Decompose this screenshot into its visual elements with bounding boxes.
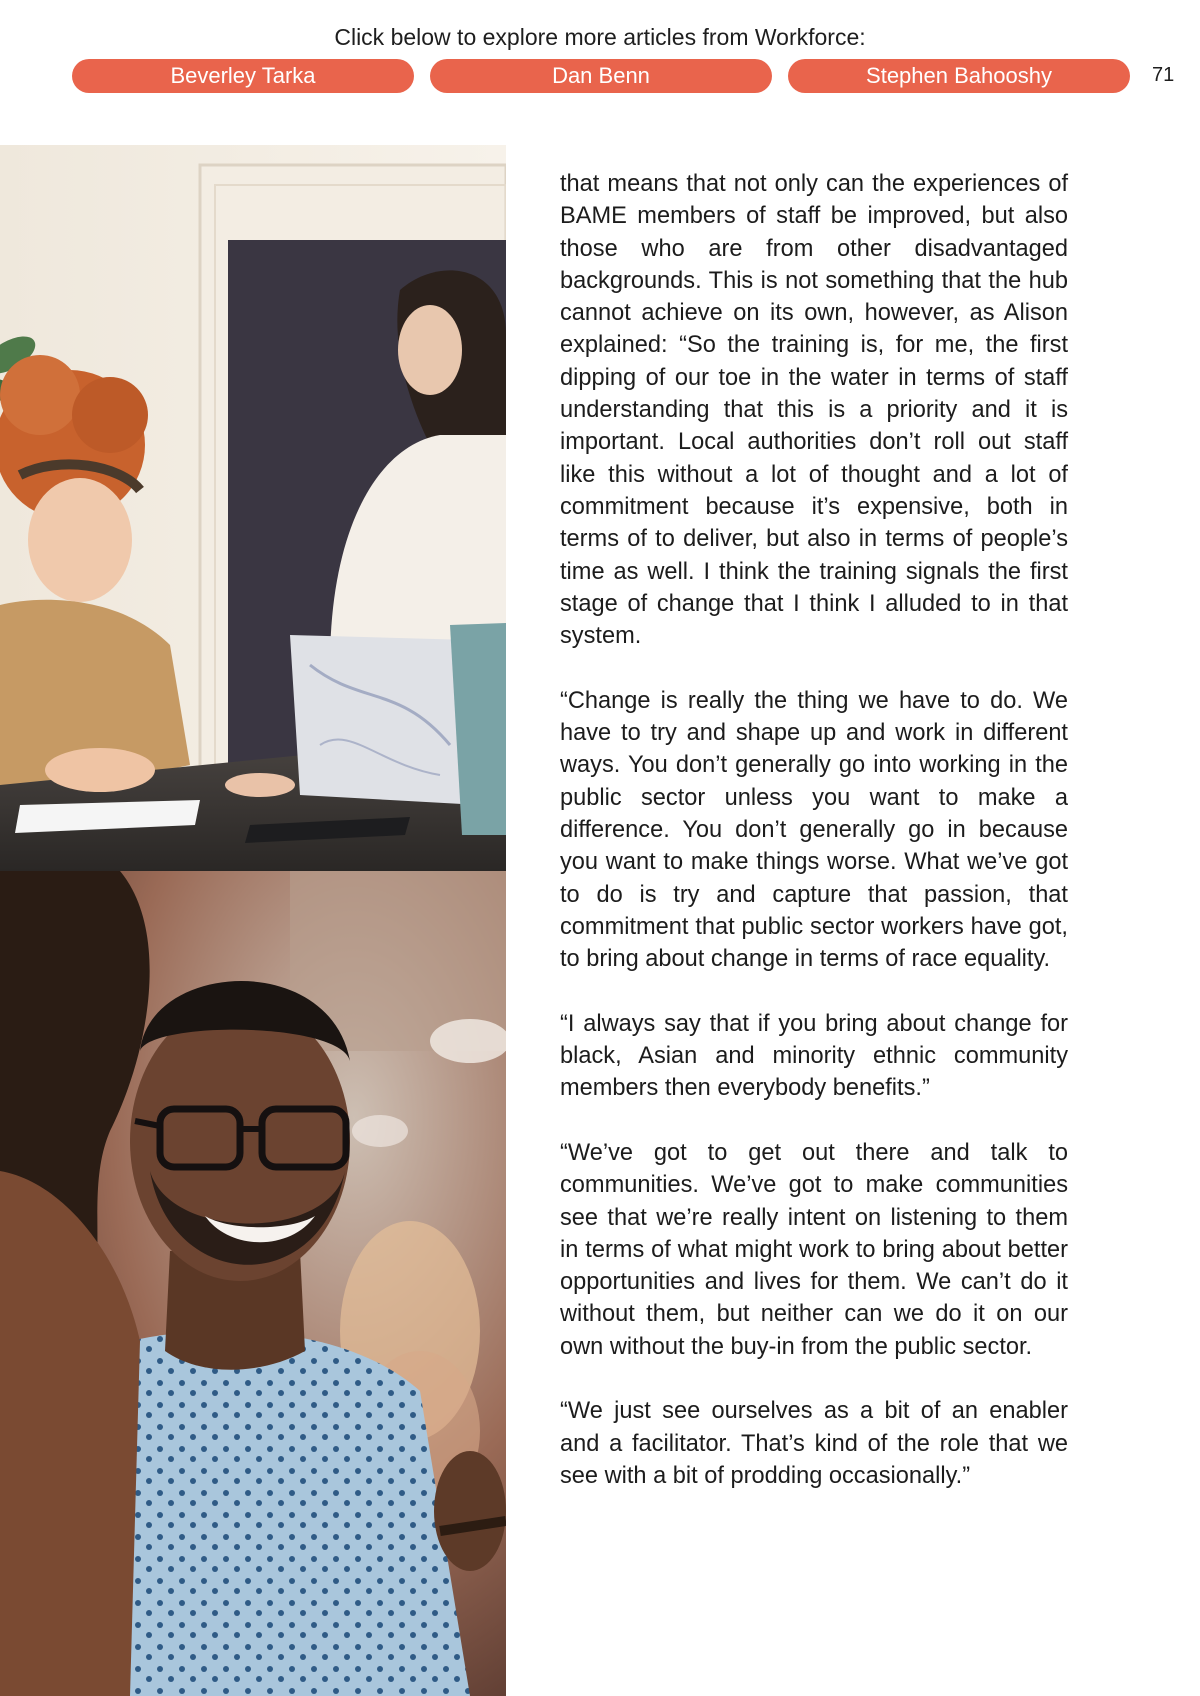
article-paragraph: “We’ve got to get out there and talk to communities. We’ve got to make communities see that we’re really intent on listening to them in terms of what might work to bring about better opportunities and lives for them. We can’t do it without them, but neither can we do it on our own without the buy-in from the public sector.	[560, 1139, 1068, 1360]
meeting-photo	[0, 145, 506, 871]
article-paragraph: that means that not only can the experiences of BAME members of staff be improved, but also those who are from other disadvantaged backgrounds. This is not something that the hub cannot achieve on its own, however, as Alison explained: “So the training is, for me, the first dipping of our toe in the water in terms of staff understanding that this is a priority and it is important. Local authorities don’t roll out staff like this without a lot of thought and a lot of commitment because it’s expensive, both in terms of to deliver, but also in terms of people’s time as well. I think the training signals the first stage of change that I think I alluded to in that system.	[560, 171, 1068, 650]
article-link-stephen-bahooshy[interactable]: Stephen Bahooshy	[788, 59, 1130, 93]
article-paragraph: “We just see ourselves as a bit of an enabler and a facilitator. That’s kind of the role that we see with a bit of prodding occasionally.”	[560, 1398, 1068, 1489]
article-link-dan-benn[interactable]: Dan Benn	[430, 59, 772, 93]
colleague-photo	[0, 871, 506, 1696]
article-paragraph: “I always say that if you bring about change for black, Asian and minority ethnic community members then everybody benefits.”	[560, 1010, 1068, 1102]
page-number: 71	[1152, 64, 1175, 86]
article-link-beverley-tarka[interactable]: Beverley Tarka	[72, 59, 414, 93]
nav-prompt: Click below to explore more articles from Workforce:	[334, 24, 866, 50]
article-body	[560, 168, 1068, 1524]
article-paragraph: “Change is really the thing we have to do. We have to try and shape up and work in different ways. You don’t generally go into working in the public sector unless you want to make a difference. You don’t generally go in because you want to make things worse. What we’ve got to do is try and capture that passion, that commitment that public sector workers have got, to bring about change in terms of race equality.	[560, 687, 1068, 973]
